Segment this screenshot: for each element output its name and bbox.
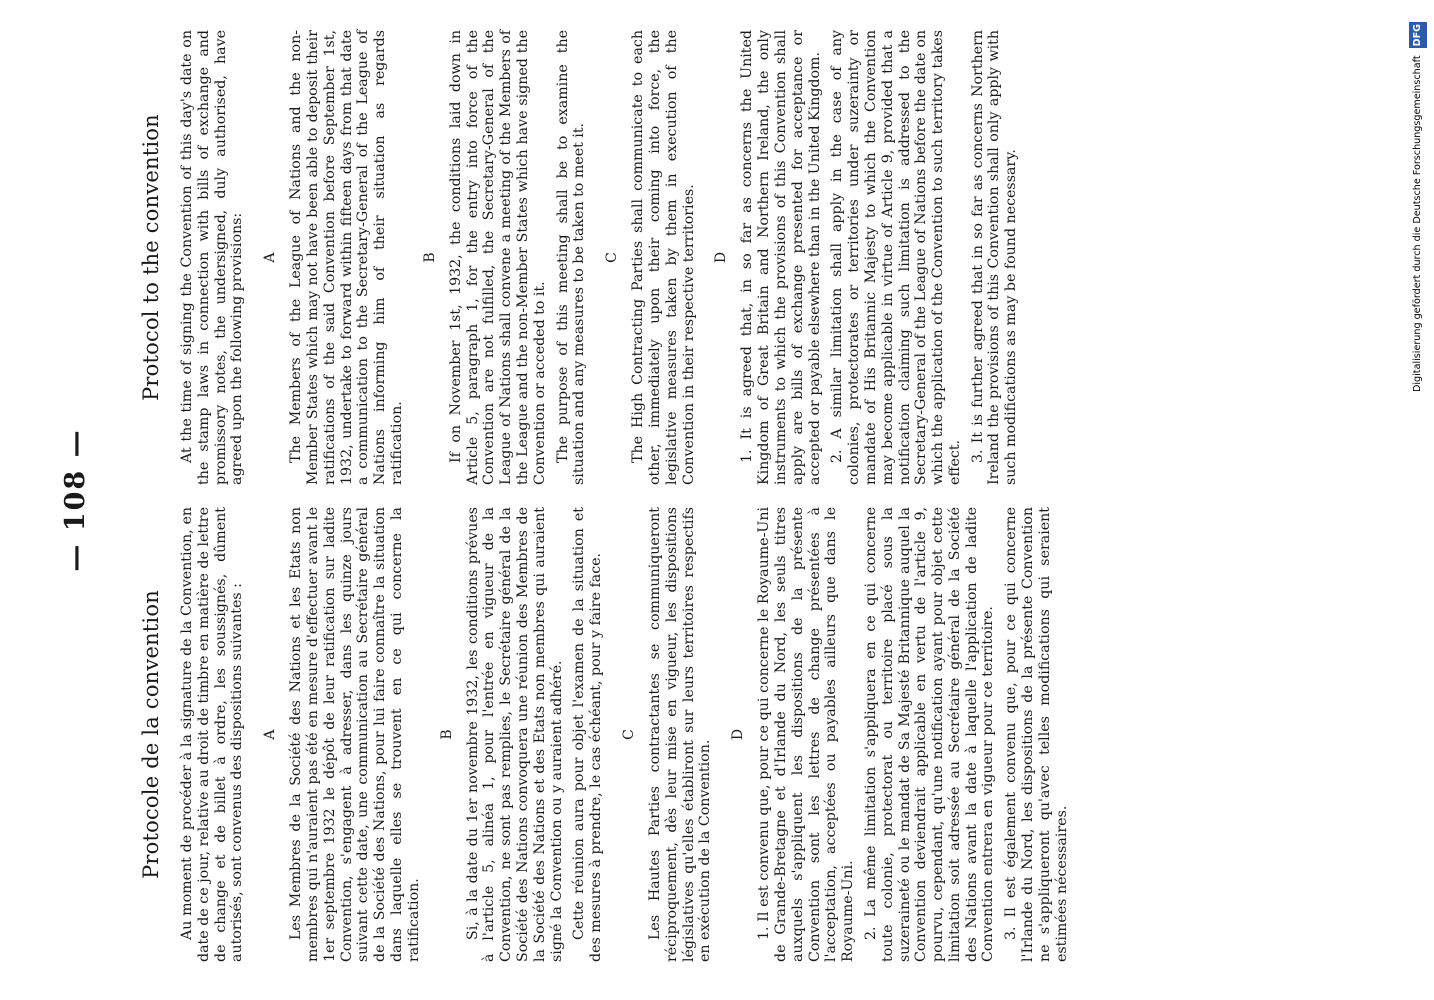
french-paragraph: 2. La même limitation s'appliquera en ce qui concerne toute colonie, protectorat ou territoire placé sous la suzeraineté ou le mandat de Sa Majesté Britannique auquel la Convention deviendrait applicable en vertu de l'article 9, pourvu, cependant, qu'une notification ayant pour objet cette limitation soit adressée au Secrétaire général de la Société des Nations avant la date à laquelle l'application de ladite Convention entrera en vigueur pour ce territoire. (862, 507, 997, 962)
english-column (125, 30, 1020, 485)
english-paragraph: 2. A similar limitation shall apply in the case of any colonies, protectorates or territories under suzerainty or mandate of His Britannic Majesty to which the Convention may become applicable in virtue of Article 9, provided that a notification claiming such limitation is addressed to the Secretary-General of the League of Nations before the date on which the application of the Convention to such territory takes effect. (829, 30, 963, 485)
english-section-letter: B (421, 252, 438, 263)
french-paragraph: Les Hautes Parties contractantes se communiqueront réciproquement, dès leur mise en vigueur, les dispositions législatives qu'elles établiront sur leurs territoires respectifs en exécution de la Convention. (646, 507, 714, 962)
page-number: — 108 — (60, 428, 91, 572)
english-paragraph: The High Contracting Parties shall communicate to each other, immediately upon their coming into force, the legislative measures taken by them in execution of the Convention in their respective territories. (630, 30, 697, 485)
english-paragraph: If on November 1st, 1932, the conditions laid down in Article 5, paragraph 1, for the entry into force of the Convention are not fulfilled, the Secretary-General of the League of Nations shall convene a meeting of the Members of the League and the non-Member States which have signed the Convention or acceded to it. (447, 30, 548, 485)
french-section-letter: D (730, 728, 747, 741)
french-section-letter: C (620, 729, 637, 740)
english-paragraph: The purpose of this meeting shall be to examine the situation and any measures to be taken to meet it. (554, 30, 588, 485)
english-section-letter: C (604, 252, 621, 263)
french-title: Protocole de la convention (139, 590, 163, 879)
english-intro: At the time of signing the Convention of this day's date on the stamp laws in connection with bills of exchange and promissory notes, the undersigned, duly authorised, have agreed upon the following provisions: (179, 30, 246, 485)
french-paragraph: Si, à la date du 1er novembre 1932, les conditions prévues à l'article 5, alinéa 1, pour l'entrée en vigueur de la Convention, ne sont pas remplies, le Secrétaire général de la Société des Nations convoquera une réunion des Membres de la Société des Nations et des Etats non membres qui auraient signé la Convention ou y auraient adhéré. (464, 507, 565, 962)
english-paragraph: 3. It is further agreed that in so far as concerns Northern Ireland the provisions of this Convention shall only apply with such modifications as may be found necessary. (969, 30, 1020, 485)
french-intro: Au moment de procéder à la signature de la Convention, en date de ce jour, relative au droit de timbre en matière de lettre de change et de billet à ordre, les soussignés, dûment autorisés, sont convenus des dispositions suivantes : (179, 507, 246, 962)
english-section-letter: A (262, 252, 279, 263)
dfg-logo: DFG (1409, 22, 1427, 48)
english-section-letter: D (713, 251, 730, 264)
french-section-letter: A (262, 729, 279, 740)
french-paragraph: Les Membres de la Société des Nations et les Etats non membres qui n'auraient pas été en mesure d'effectuer avant le 1er septembre 1932 le dépôt de leur ratification sur ladite Convention, s'engagent à adresser, dans les quinze jours suivant cette date, une communication au Secrétaire général de la Société des Nations, pour lui faire connaître la situation dans laquelle elles se trouvent en ce qui concerne la ratification. (288, 507, 422, 962)
english-paragraph: The Members of the League of Nations and the non-Member States which may not have been able to deposit their ratifications of the said Convention before September 1st, 1932, undertake to forward within fifteen days from that date a communication to the Secretary-General of the League of Nations informing him of their situation as regards ratification. (288, 30, 405, 485)
english-title: Protocol to the convention (139, 114, 163, 401)
french-column (125, 507, 1070, 962)
french-paragraph: 3. Il est également convenu que, pour ce qui concerne l'Irlande du Nord, les dispositions de la présente Convention ne s'appliqueront qu'avec telles modifications qui seraient estimées nécessaires. (1003, 507, 1070, 962)
digitization-note: Digitalisierung gefördert durch die Deutsche Forschungsgemeinschaft (1412, 55, 1423, 392)
french-paragraph: Cette réunion aura pour objet l'examen de la situation et des mesures à prendre, le cas échéant, pour y faire face. (571, 507, 605, 962)
french-section-letter: B (438, 729, 455, 740)
french-paragraph: 1. Il est convenu que, pour ce qui concerne le Royaume-Uni de Grande-Bretagne et d'Irlande du Nord, les seuls titres auxquels s'appliquent les dispositions de la présente Convention sont les lettres de change présentées à l'acceptation, acceptées ou payables ailleurs que dans le Royaume-Uni. (756, 507, 857, 962)
english-paragraph: 1. It is agreed that, in so far as concerns the United Kingdom of Great Britain and Northern Ireland, the only instruments to which the provisions of this Convention shall apply are bills of exchange presented for acceptance or accepted or payable elsewhere than in the United Kingdom. (739, 30, 823, 485)
digitization-stamp (1409, 8, 1427, 392)
